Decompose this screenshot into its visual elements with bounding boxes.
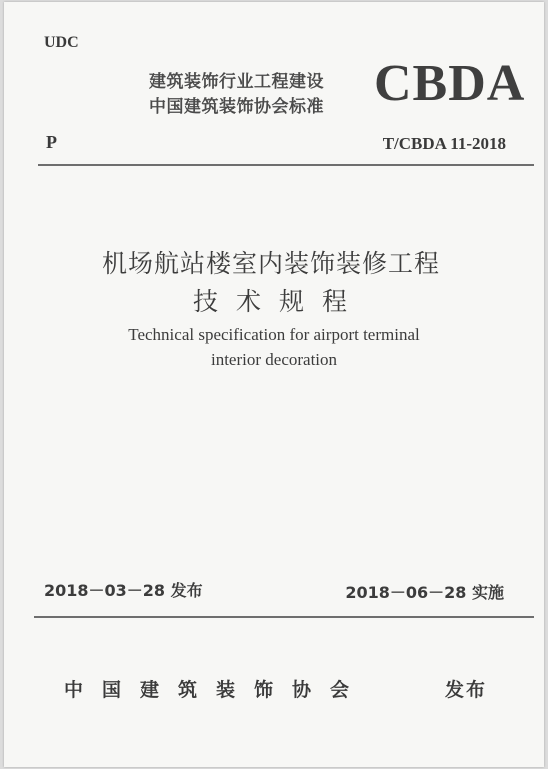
document-cover — [4, 2, 544, 767]
udc-label: UDC — [44, 34, 79, 51]
association-standard-line: 中国建筑装饰协会标准 — [149, 97, 324, 117]
publish-label: 发布 — [445, 679, 488, 701]
publisher-name: 中国建筑装饰协会 — [64, 679, 369, 701]
issue-date: 2018－03－28 发布 — [44, 581, 203, 600]
title-english-line2: interior decoration — [210, 350, 338, 369]
category-label: P — [46, 132, 57, 152]
title-english-line1: Technical specification for airport terminal — [128, 325, 420, 344]
implementation-date: 2018－06－28 实施 — [345, 583, 504, 602]
title-chinese-line1: 机场航站楼室内装饰装修工程 — [101, 249, 440, 278]
title-chinese-line2: 技术规程 — [192, 287, 365, 316]
cbda-logo: CBDA — [374, 55, 526, 112]
industry-standard-line: 建筑装饰行业工程建设 — [149, 72, 324, 92]
standard-code: T/CBDA 11-2018 — [382, 134, 506, 153]
top-divider — [38, 164, 534, 166]
bottom-divider — [34, 616, 534, 618]
